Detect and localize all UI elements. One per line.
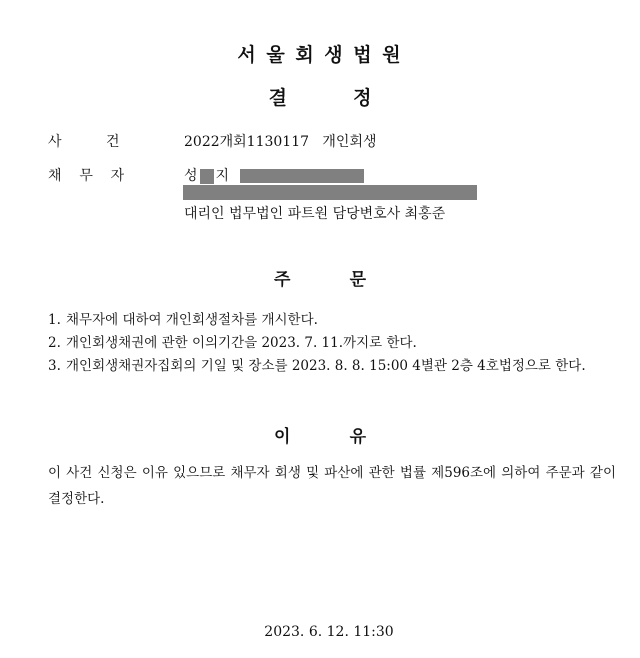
court-name: 서 울 회 생 법 원 xyxy=(237,44,403,66)
attorney-line: 대리인 법무법인 파트원 담당변호사 최홍준 xyxy=(184,206,446,222)
case-number: 2022개회1130117 xyxy=(184,134,310,150)
redaction-box xyxy=(240,169,364,183)
order-item-number: 2. xyxy=(48,335,61,351)
order-list xyxy=(48,309,618,378)
case-type: 개인회생 xyxy=(322,134,377,150)
redaction-box xyxy=(200,169,214,184)
reason-section-title: 이 유 xyxy=(273,427,367,447)
debtor-name-first: 성 xyxy=(184,168,198,184)
order-item-number: 1. xyxy=(48,312,61,328)
order-item xyxy=(48,332,618,355)
debtor-label: 채 무 자 xyxy=(48,168,125,184)
case-label: 사 건 xyxy=(48,134,120,150)
order-item xyxy=(48,355,618,378)
case-value xyxy=(184,131,377,151)
order-item-text: 채무자에 대하여 개인회생절차를 개시한다. xyxy=(66,312,318,328)
order-section-title: 주 문 xyxy=(273,270,367,290)
debtor-name-last: 지 xyxy=(215,168,230,184)
address-redaction-box xyxy=(183,185,477,200)
order-item xyxy=(48,309,618,332)
document-type-title: 결 정 xyxy=(268,87,372,109)
debtor-name xyxy=(184,165,364,185)
decision-date: 2023. 6. 12. 11:30 xyxy=(264,624,394,640)
order-item-text: 개인회생채권에 관한 이의기간을 2023. 7. 11.까지로 한다. xyxy=(66,335,417,351)
reason-text: 이 사건 신청은 이유 있으므로 채무자 회생 및 파산에 관한 법률 제596조에 의하여 주문과 같이 결정한다. xyxy=(48,465,616,507)
order-item-number: 3. xyxy=(48,358,61,374)
order-item-text: 개인회생채권자집회의 기일 및 장소를 2023. 8. 8. 15:00 4별관 2층 4호법정으로 한다. xyxy=(66,358,586,374)
